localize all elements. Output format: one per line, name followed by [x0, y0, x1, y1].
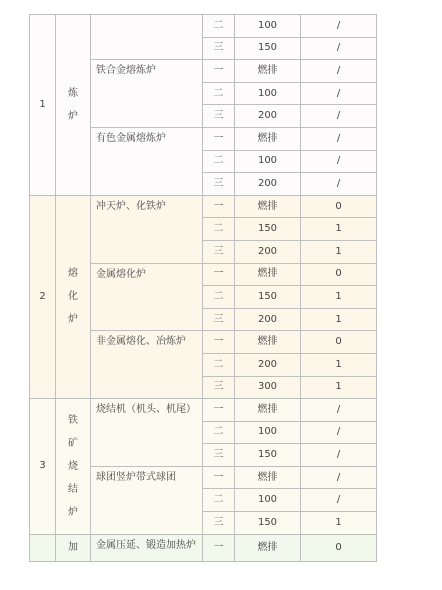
count-cell: / — [301, 82, 377, 105]
limit-value-cell: 燃排 — [235, 60, 301, 83]
limit-value-cell: 燃排 — [235, 127, 301, 150]
level-cell: 一 — [203, 60, 235, 83]
emission-standards-table-wrapper — [29, 14, 377, 562]
count-cell: / — [301, 444, 377, 467]
limit-value-cell: 150 — [235, 286, 301, 309]
count-cell: / — [301, 60, 377, 83]
level-cell: 三 — [203, 444, 235, 467]
level-cell: 二 — [203, 15, 235, 38]
count-cell: 0 — [301, 534, 377, 562]
group-name-cell: 铁 矿 烧 结 炉 — [56, 399, 91, 535]
limit-value-cell: 100 — [235, 82, 301, 105]
count-cell: / — [301, 127, 377, 150]
limit-value-cell: 150 — [235, 512, 301, 535]
level-cell: 一 — [203, 399, 235, 422]
furnace-type-cell — [91, 15, 203, 60]
furnace-type-cell: 球团竖炉带式球团 — [91, 466, 203, 534]
level-cell: 三 — [203, 376, 235, 399]
limit-value-cell: 燃排 — [235, 534, 301, 562]
level-cell: 二 — [203, 150, 235, 173]
count-cell: 1 — [301, 286, 377, 309]
limit-value-cell: 100 — [235, 421, 301, 444]
level-cell: 三 — [203, 240, 235, 263]
count-cell: / — [301, 399, 377, 422]
table-row — [30, 195, 377, 218]
furnace-type-cell: 有色金属熔炼炉 — [91, 127, 203, 195]
count-cell: / — [301, 489, 377, 512]
table-body — [30, 15, 377, 562]
count-cell: 1 — [301, 376, 377, 399]
count-cell: / — [301, 150, 377, 173]
limit-value-cell: 300 — [235, 376, 301, 399]
furnace-type-cell: 非金属熔化、冶炼炉 — [91, 331, 203, 399]
level-cell: 二 — [203, 82, 235, 105]
limit-value-cell: 燃排 — [235, 466, 301, 489]
count-cell: / — [301, 105, 377, 128]
level-cell: 三 — [203, 308, 235, 331]
limit-value-cell: 燃排 — [235, 195, 301, 218]
level-cell: 二 — [203, 489, 235, 512]
limit-value-cell: 燃排 — [235, 263, 301, 286]
group-number-cell — [30, 534, 56, 562]
furnace-type-cell: 金属压延、锻造加热炉 — [91, 534, 203, 562]
table-row — [30, 15, 377, 38]
limit-value-cell: 150 — [235, 218, 301, 241]
limit-value-cell: 100 — [235, 15, 301, 38]
count-cell: 0 — [301, 263, 377, 286]
count-cell: 1 — [301, 240, 377, 263]
furnace-type-cell: 铁合金熔炼炉 — [91, 60, 203, 128]
limit-value-cell: 200 — [235, 240, 301, 263]
group-number-cell: 1 — [30, 15, 56, 196]
emission-standards-table — [29, 14, 377, 562]
limit-value-cell: 100 — [235, 150, 301, 173]
group-number-cell: 2 — [30, 195, 56, 398]
limit-value-cell: 150 — [235, 444, 301, 467]
level-cell: 二 — [203, 353, 235, 376]
level-cell: 二 — [203, 218, 235, 241]
count-cell: / — [301, 15, 377, 38]
count-cell: / — [301, 37, 377, 60]
level-cell: 二 — [203, 286, 235, 309]
level-cell: 一 — [203, 331, 235, 354]
table-row — [30, 399, 377, 422]
group-name-cell: 熔 化 炉 — [56, 195, 91, 398]
level-cell: 三 — [203, 105, 235, 128]
level-cell: 一 — [203, 263, 235, 286]
level-cell: 二 — [203, 421, 235, 444]
furnace-type-cell: 冲天炉、化铁炉 — [91, 195, 203, 263]
count-cell: / — [301, 466, 377, 489]
level-cell: 三 — [203, 173, 235, 196]
count-cell: 1 — [301, 218, 377, 241]
limit-value-cell: 200 — [235, 173, 301, 196]
furnace-type-cell: 烧结机（机头、机尾） — [91, 399, 203, 467]
group-name-cell: 加 — [56, 534, 91, 562]
level-cell: 一 — [203, 127, 235, 150]
limit-value-cell: 燃排 — [235, 331, 301, 354]
count-cell: / — [301, 421, 377, 444]
limit-value-cell: 200 — [235, 308, 301, 331]
group-number-cell: 3 — [30, 399, 56, 535]
level-cell: 三 — [203, 37, 235, 60]
furnace-type-cell: 金属熔化炉 — [91, 263, 203, 331]
level-cell: 一 — [203, 195, 235, 218]
table-row — [30, 534, 377, 562]
count-cell: 1 — [301, 353, 377, 376]
count-cell: / — [301, 173, 377, 196]
count-cell: 0 — [301, 331, 377, 354]
limit-value-cell: 200 — [235, 353, 301, 376]
limit-value-cell: 100 — [235, 489, 301, 512]
count-cell: 1 — [301, 308, 377, 331]
limit-value-cell: 燃排 — [235, 399, 301, 422]
group-name-cell: 炼 炉 — [56, 15, 91, 196]
level-cell: 三 — [203, 512, 235, 535]
limit-value-cell: 200 — [235, 105, 301, 128]
count-cell: 1 — [301, 512, 377, 535]
level-cell: 一 — [203, 534, 235, 562]
limit-value-cell: 150 — [235, 37, 301, 60]
level-cell: 一 — [203, 466, 235, 489]
count-cell: 0 — [301, 195, 377, 218]
